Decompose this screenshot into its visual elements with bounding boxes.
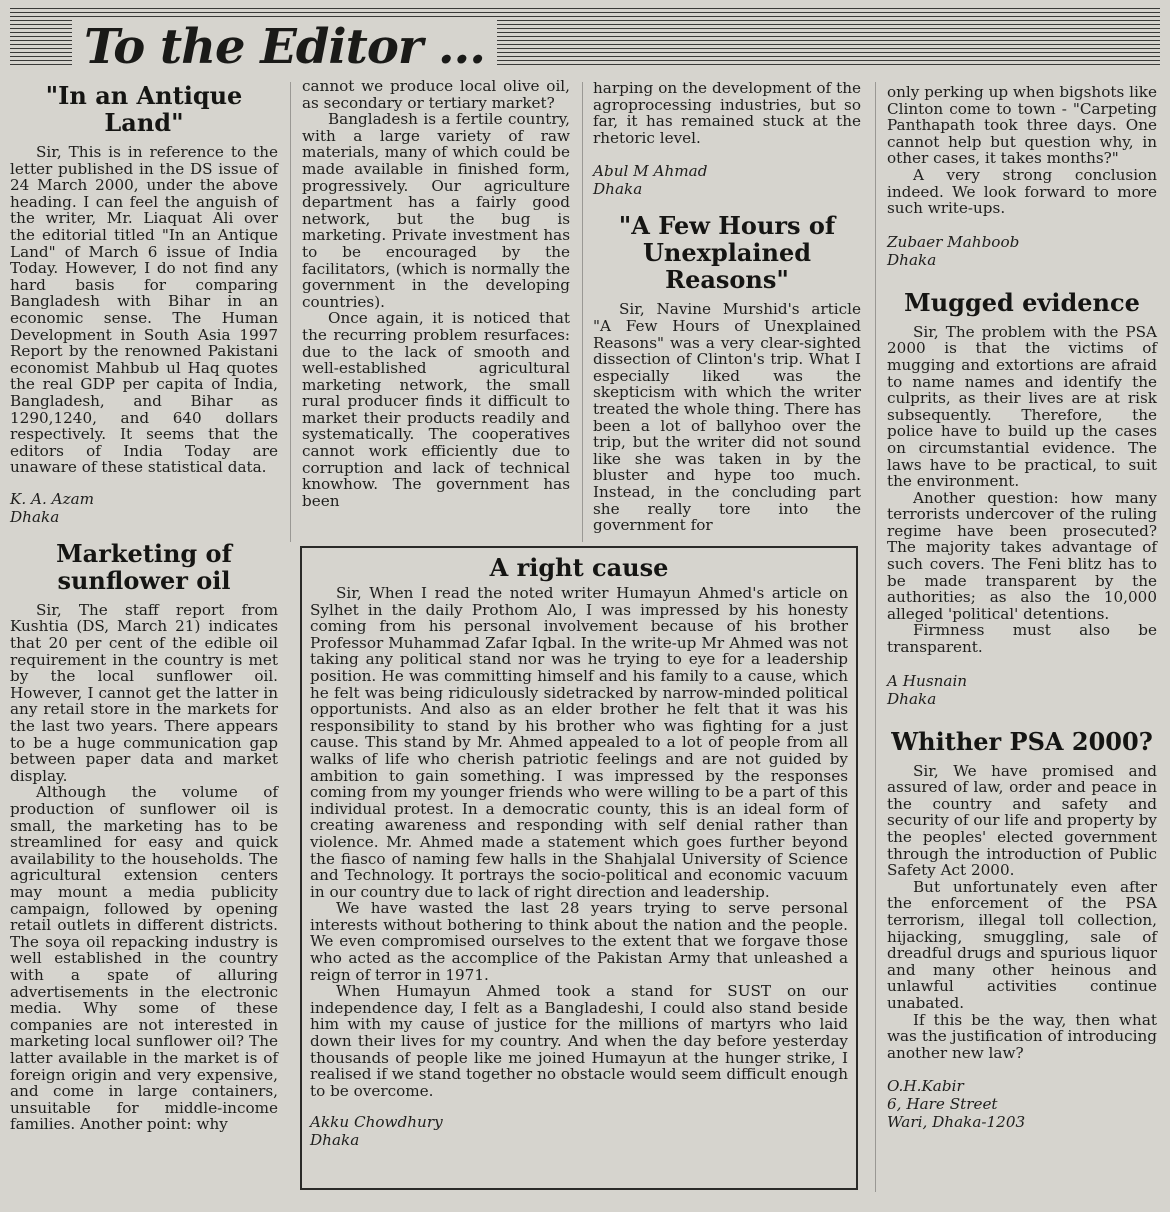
- letter-paragraph: A very strong conclusion indeed. We look forward to more such write-ups.: [887, 165, 1157, 218]
- signature-place: Dhaka: [887, 689, 937, 708]
- letter-paragraph: Sir, The problem with the PSA 2000 is that the victims of mugging and extortions are afraid to name names and identify the culprits, as their lives are at risk subsequently. Therefore, the police have to build up the cases on circumstantial evidence. The laws have to be practical, to suit the environment.: [887, 322, 1157, 491]
- signature-place: Dhaka: [10, 507, 60, 526]
- letter-title: Whither PSA 2000?: [891, 726, 1153, 756]
- letter-title: "In an Antique Land": [45, 81, 243, 137]
- column-2: [302, 78, 570, 509]
- letter-paragraph: harping on the development of the agroprocessing industries, but so far, it has remained stuck at the rhetoric level.: [593, 79, 861, 147]
- letter-paragraph: Another question: how many terrorists undercover of the ruling regime have been prosecuted? The majority takes advantage of such covers. The Feni blitz has to be made transparent by the authorities; as also the 10,000 alleged 'political' detentions.: [887, 488, 1157, 623]
- letter-signature: [887, 1077, 1157, 1131]
- letter-paragraph: Sir, This is in reference to the letter published in the DS issue of 24 March 2000, under the above heading. I can feel the anguish of the writer, Mr. Liaquat Ali over the editorial titled "In an Antique Land" of March 6 issue of India Today. However, I do not find any hard basis for comparing Bangladesh with Bihar in an economic sense. The Human Development in South Asia 1997 Report by the renowned Pakistani economist Mahbub ul Haq quotes the real GDP per capita of India, Bangladesh, and Bihar as 1290,1240, and 640 dollars respectively. It seems that the editors of India Today are unaware of these statistical data.: [10, 143, 278, 477]
- masthead: [10, 8, 1160, 75]
- letter-paragraph: cannot we produce local olive oil, as secondary or tertiary market?: [302, 77, 570, 112]
- letter-paragraph: only perking up when bigshots like Clinton come to town - "Carpeting Panthapath took three days. One cannot help but question why, in other cases, it takes months?": [887, 83, 1157, 168]
- letter-paragraph: When Humayun Ahmed took a stand for SUST on our independence day, I felt as a Bangladeshi, I could also stand beside him with my cause of justice for the millions of martyrs who laid down their lives for my country. And when the day before yesterday thousands of people like me joined Humayun at the hunger strike, I realised if we stand together no obstacle would seem difficult enough to be overcome.: [310, 982, 848, 1100]
- boxed-letter-body: [310, 552, 848, 1149]
- column-3: [593, 80, 861, 534]
- column-1: [10, 82, 278, 1133]
- signature-address: 6, Hare Street: [887, 1095, 998, 1114]
- letter-paragraph: Bangladesh is a fertile country, with a large variety of raw materials, many of which could be made available in finished form, progressively. Our agriculture department has a fairly good network, but the bug is marketing. Private investment has to be encouraged by the facilitators, (which is normally the government in the developing countries).: [302, 110, 570, 311]
- signature-place: Dhaka: [310, 1131, 360, 1150]
- letter-paragraph: Firmness must also be transparent.: [887, 621, 1157, 657]
- letter-paragraph: We have wasted the last 28 years trying to serve personal interests without bothering to think about the nation and the people. We even compromised ourselves to the extent that we forgave those who acted as the accomplice of the Pakistan Army that unleashed a reign of terror in 1971.: [310, 899, 848, 984]
- signature-place: Dhaka: [593, 180, 643, 199]
- signature-name: Akku Chowdhury: [310, 1113, 443, 1132]
- letter-signature: [593, 162, 861, 198]
- letter-paragraph: But unfortunately even after the enforcement of the PSA terrorism, illegal toll collection, hijacking, smuggling, sale of dreadful drugs and spurious liquor and many other heinous and unlawful activities continue unabated.: [887, 877, 1157, 1012]
- column-rule: [875, 82, 876, 1192]
- letter-signature: [310, 1113, 848, 1149]
- letter-paragraph: Once again, it is noticed that the recurring problem resurfaces: due to the lack of smooth and well-established agricultural marketing network, the small rural producer finds it difficult to market their products readily and systematically. The cooperatives cannot work efficiently due to corruption and lack of technical knowhow. The government has been: [302, 309, 570, 510]
- letter-title: Mugged evidence: [904, 287, 1140, 317]
- letter-title: A right cause: [489, 553, 669, 582]
- signature-place: Dhaka: [887, 250, 937, 269]
- signature-name: A Husnain: [887, 671, 968, 690]
- signature-name: O.H.Kabir: [887, 1077, 964, 1096]
- section-title: To the Editor ...: [72, 18, 497, 76]
- letter-paragraph: Sir, We have promised and assured of law, order and peace in the country and safety and security of our life and property by the peoples' elected government through the introduction of Public Safety Act 2000.: [887, 761, 1157, 880]
- letter-paragraph: Sir, Navine Murshid's article "A Few Hours of Unexplained Reasons" was a very clear-sighted dissection of Clinton's trip. What I especially liked was the skepticism with which the writer treated the whole thing. There has been a lot of ballyhoo over the trip, but the writer did not sound like she was taken in by the bluster and hype too much. Instead, in the concluding part she really tore into the government for: [593, 300, 861, 535]
- letter-paragraph: Sir, When I read the noted writer Humayun Ahmed's article on Sylhet in the daily Prothom Alo, I was impressed by his honesty coming from his personal involvement because of his brother Professor Muhammad Zafar Iqbal. In the write-up Mr Ahmed was not taking any political stand nor was he trying to eye for a leadership position. He was committing himself and his family to a cause, which he felt was being ridiculously sidetracked by narrow-minded political opportunists. And also as an elder brother he felt that it was his responsibility to stand by his brother who was fighting for a just cause. This stand by Mr. Ahmed appealed to a lot of people from all walks of life who cherish patriotic feelings and are not guided by ambition to gain something. I was impressed by the responses coming from my younger friends who were willing to be a part of this individual protest. In a democratic county, this is an ideal form of creating awareness and responding with self denial rather than violence. Mr. Ahmed made a statement which goes further beyond the fiasco of naming few halls in the Shahjalal University of Science and Technology. It portrays the socio-political and economic vacuum in our country due to lack of right direction and leadership.: [310, 584, 848, 901]
- signature-name: Zubaer Mahboob: [887, 232, 1020, 251]
- letter-signature: [887, 233, 1157, 269]
- signature-name: K. A. Azam: [10, 489, 95, 508]
- letter-paragraph: If this be the way, then what was the justification of introducing another new law?: [887, 1010, 1157, 1062]
- boxed-letter: [300, 546, 858, 1190]
- letter-paragraph: Sir, The staff report from Kushtia (DS, March 21) indicates that 20 per cent of the edible oil requirement in the country is met by the local sunflower oil. However, I cannot get the latter in any retail store in the markets for the last two years. There appears to be a huge communication gap between paper data and market display.: [10, 600, 278, 785]
- signature-name: Abul M Ahmad: [593, 162, 708, 181]
- letter-paragraph: Although the volume of production of sunflower oil is small, the marketing has to be streamlined for easy and quick availability to the households. The agricultural extension centers may mount a media publicity campaign, followed by opening retail outlets in different districts. The soya oil repacking industry is well established in the country with a spate of alluring advertisements in the electronic media. Why some of these companies are not interested in marketing local sunflower oil? The latter available in the market is of foreign origin and very expensive, and come in large containers, unsuitable for middle-income families. Another point: why: [10, 783, 278, 1134]
- letter-title: "A Few Hours of Unexplained Reasons": [618, 211, 836, 295]
- column-4: [887, 84, 1157, 1131]
- letter-signature: [887, 672, 1157, 708]
- letter-title: Marketing of sunflower oil: [56, 538, 232, 595]
- column-rule: [290, 82, 291, 542]
- column-rule: [582, 82, 583, 542]
- letter-signature: [10, 490, 278, 526]
- signature-place: Wari, Dhaka-1203: [887, 1113, 1026, 1132]
